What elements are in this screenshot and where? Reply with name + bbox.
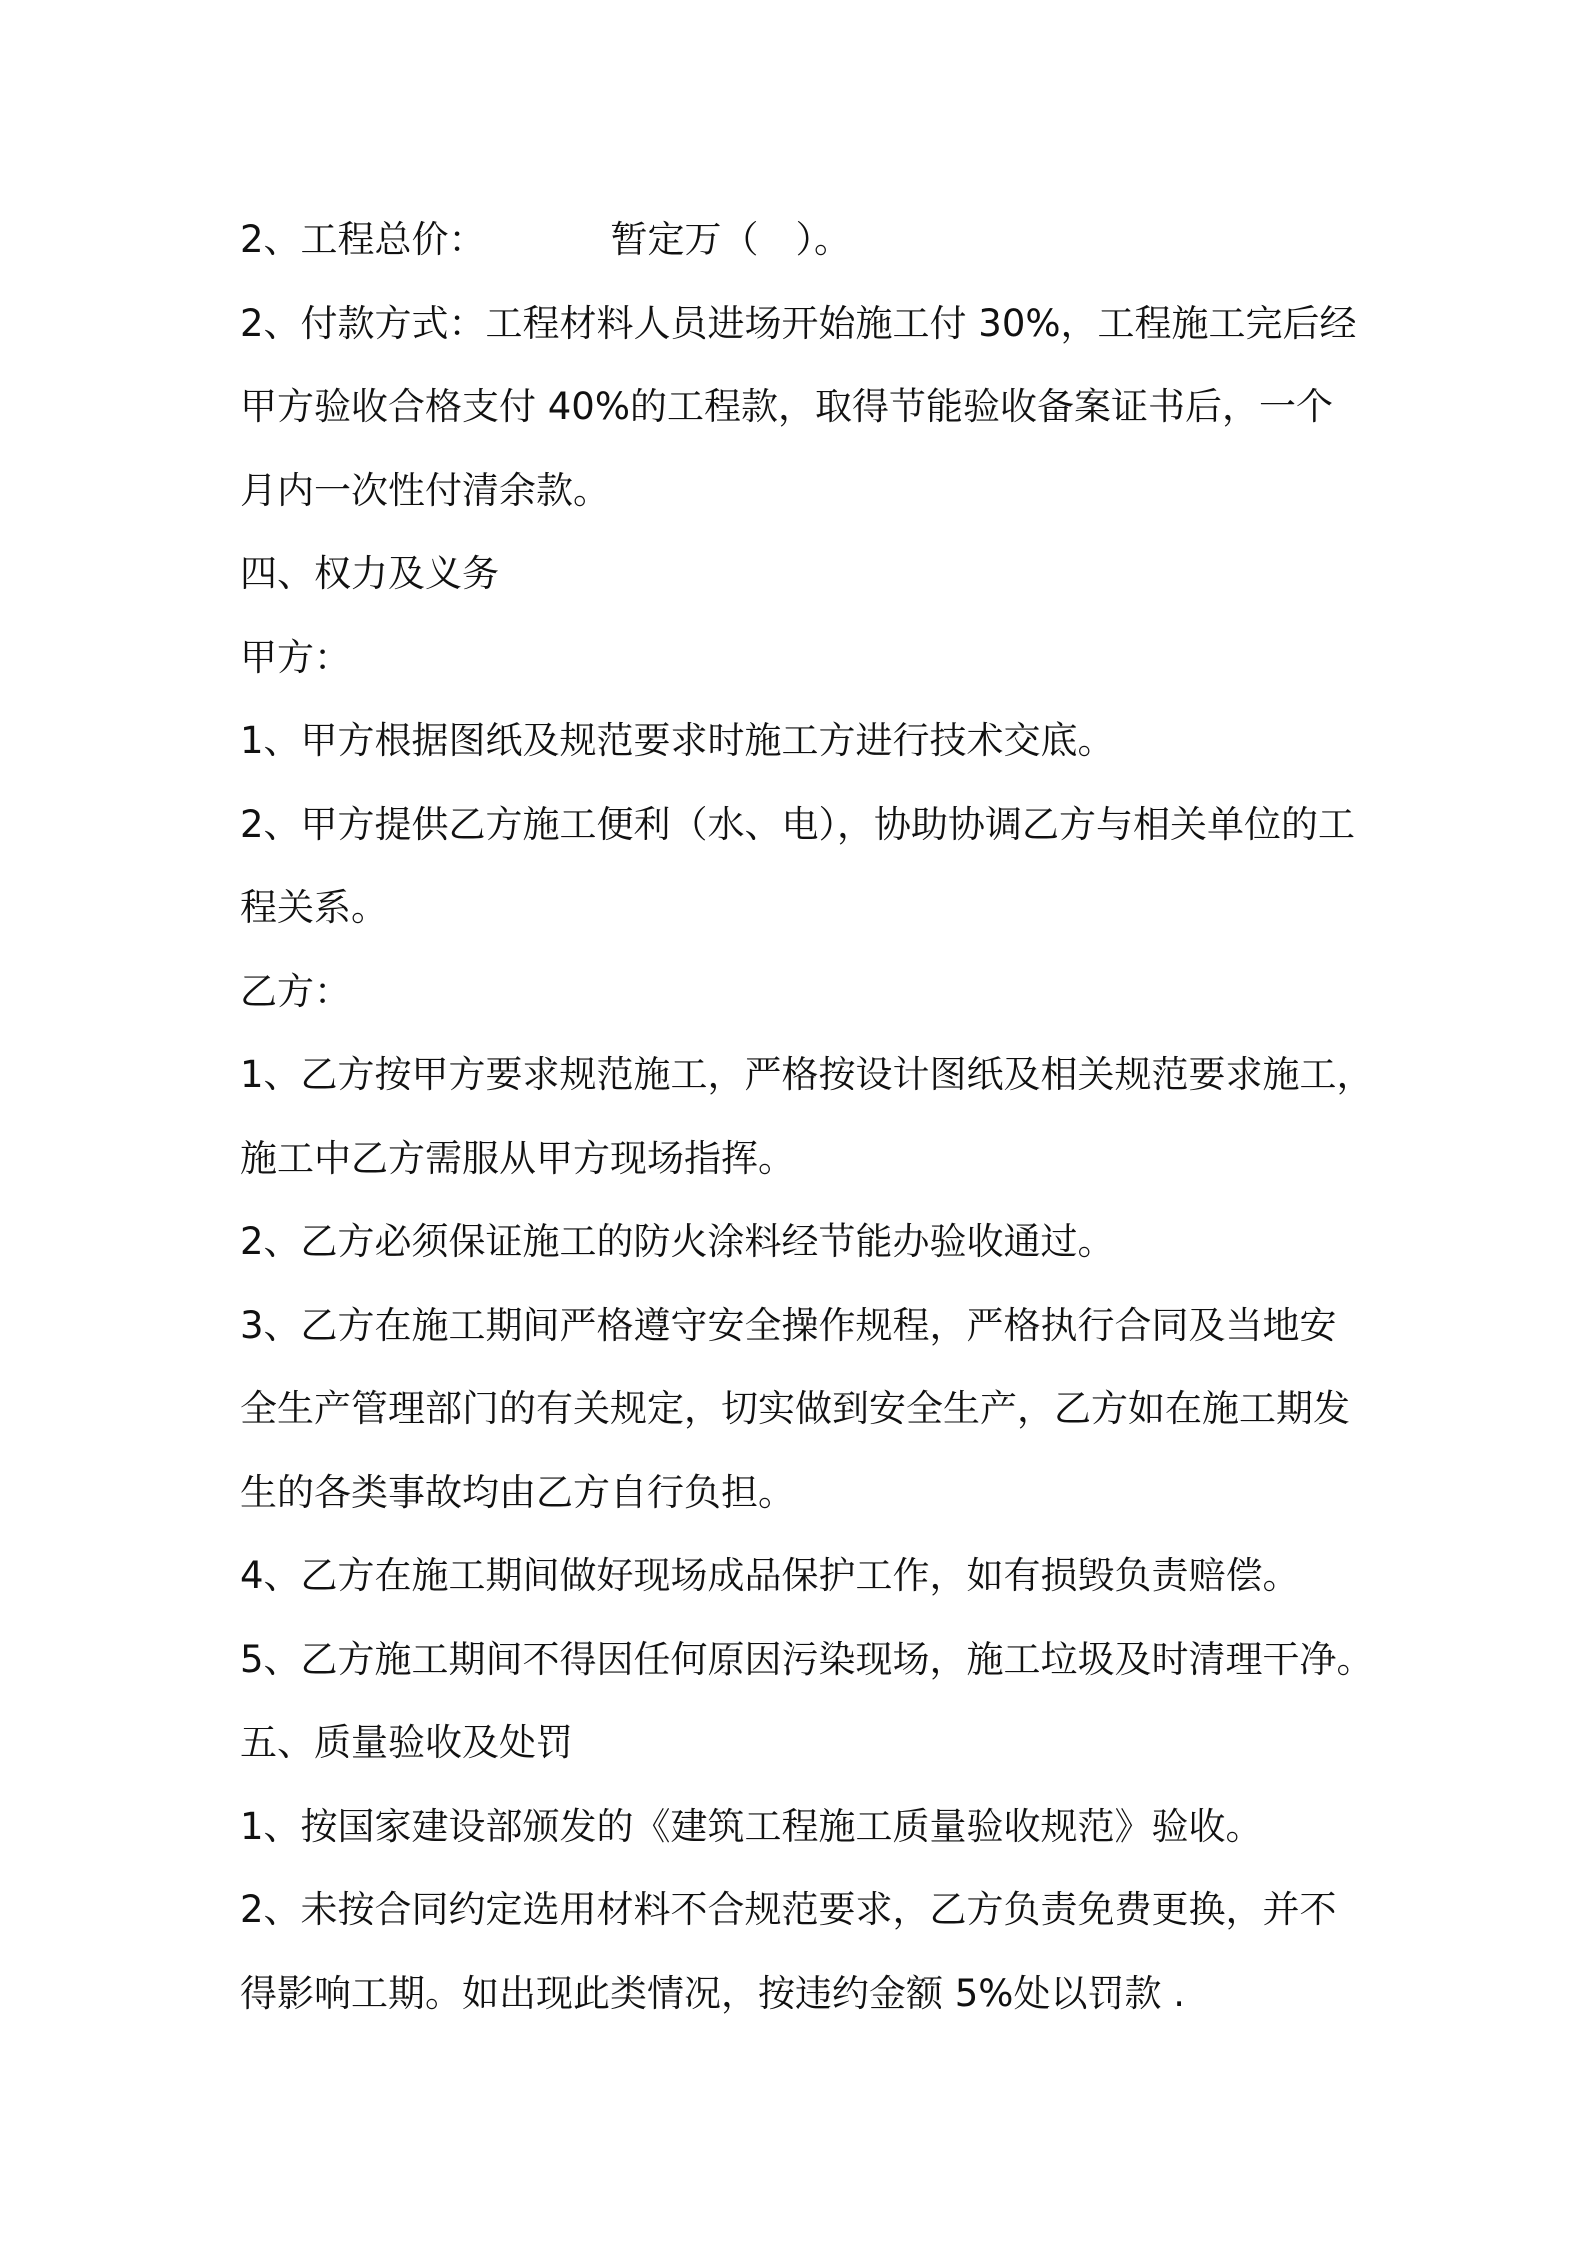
party-b-item-3-line-1: 3、乙方在施工期间严格遵守安全操作规程，严格执行合同及当地安 (240, 1303, 1337, 1347)
section-5-heading: 五、质量验收及处罚 (240, 1721, 573, 1764)
total-price-line (240, 198, 1370, 282)
party-a-heading: 甲方： (240, 635, 351, 679)
party-b-item-3-line-2: 全生产管理部门的有关规定，切实做到安全生产，乙方如在施工期发 (240, 1387, 1350, 1430)
party-b-item-2: 2、乙方必须保证施工的防火涂料经节能办验收通过。 (240, 1220, 1115, 1263)
party-a-item-2-line-1: 2、甲方提供乙方施工便利（水、电），协助协调乙方与相关单位的工 (240, 802, 1356, 846)
payment-line-3: 月内一次性付清余款。 (240, 468, 610, 512)
party-b-heading: 乙方： (240, 969, 351, 1013)
quality-item-2-line-2: 得影响工期。如出现此类情况，按违约金额 5%处以罚款 . (240, 1971, 1185, 2015)
party-b-item-1-line-2: 施工中乙方需服从甲方现场指挥。 (240, 1136, 795, 1180)
party-b-item-3-line-3: 生的各类事故均由乙方自行负担。 (240, 1470, 795, 1514)
party-b-item-1-line-1: 1、乙方按甲方要求规范施工，严格按设计图纸及相关规范要求施工， (240, 1053, 1374, 1096)
section-4-heading: 四、权力及义务 (240, 552, 499, 595)
total-price-value: 暂定万（ ）。 (610, 218, 852, 261)
party-b-item-4: 4、乙方在施工期间做好现场成品保护工作，如有损毁负责赔偿。 (240, 1554, 1300, 1597)
quality-item-1: 1、按国家建设部颁发的《建筑工程施工质量验收规范》验收。 (240, 1804, 1263, 1848)
total-price-label: 2、工程总价： (240, 218, 486, 261)
quality-item-2-line-1: 2、未按合同约定选用材料不合规范要求，乙方负责免费更换，并不 (240, 1888, 1337, 1931)
party-a-item-1: 1、甲方根据图纸及规范要求时施工方进行技术交底。 (240, 719, 1115, 762)
payment-line-1: 2、付款方式：工程材料人员进场开始施工付 30%，工程施工完后经 (240, 301, 1357, 345)
party-b-item-5: 5、乙方施工期间不得因任何原因污染现场，施工垃圾及时清理干净。 (240, 1637, 1374, 1681)
payment-line-2: 甲方验收合格支付 40%的工程款，取得节能验收备案证书后，一个 (240, 385, 1333, 428)
party-a-item-2-line-2: 程关系。 (240, 886, 388, 929)
document-body (240, 198, 1374, 2035)
